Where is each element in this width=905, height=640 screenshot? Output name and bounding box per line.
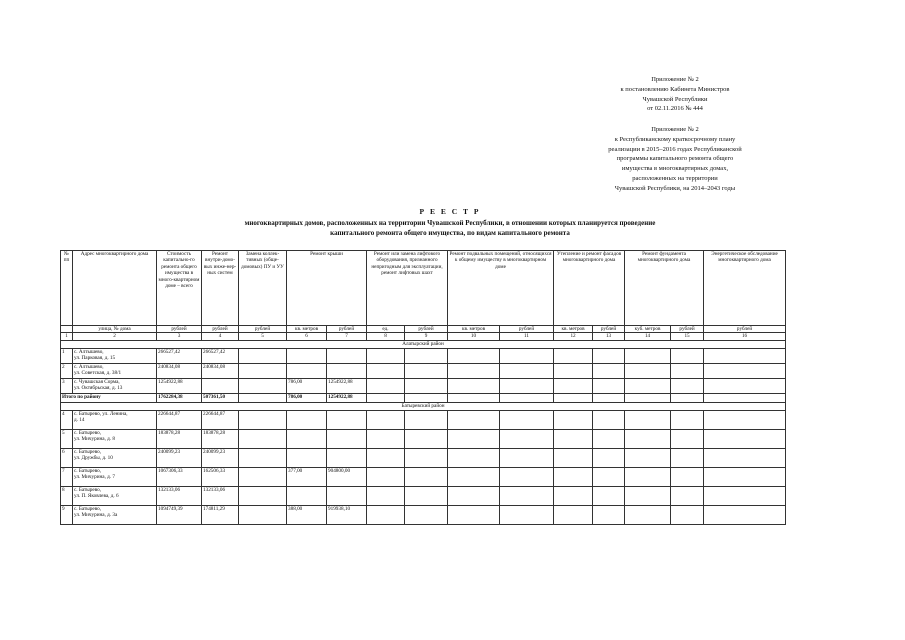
table-row [61,363,786,378]
row-no: 3 [61,378,73,393]
plan-line: Приложение № 2 [651,126,699,133]
section-row [61,402,786,410]
row-cost: 1067306,33 [157,467,202,486]
column-numbers-row [61,333,786,340]
row-address: с. Батырево, ул. Мичурина, д. 3а [73,505,157,524]
title-subtitle: многоквартирных домов, расположенных на территории Чувашской Республики, в отношении которых планируется проведение [244,218,656,227]
col-number: 6 [287,333,327,340]
unit-cell [61,326,73,333]
row-cost: 266527,42 [157,348,202,363]
table-row [61,467,786,486]
header-facade: Утепление и ремонт фасадов многоквартирного дома [554,251,625,326]
appendix-block [560,75,790,114]
row-roof-area [287,448,327,467]
col-number: 11 [500,333,554,340]
row-cost: 240099,23 [157,448,202,467]
appendix-line: от 02.11.2016 № 444 [647,105,703,113]
col-number: 9 [405,333,448,340]
row-address: с. Батырево, ул. Ленина, д. 14 [73,410,157,429]
row-roof-area [287,486,327,505]
plan-line: реализации в 2015–2016 годах Республиканской [608,145,742,153]
row-no: 9 [61,505,73,524]
header-foundation: Ремонт фундамента многоквартирного дома [625,251,704,326]
row-cost: 1094749,39 [157,505,202,524]
plan-line: к Республиканскому краткосрочному плану [614,135,736,143]
total-roof-area: 786,00 [287,393,327,402]
row-roof-cost [327,348,367,363]
appendix-line: к постановлению Кабинета Министров [620,85,730,93]
row-roof-area [287,410,327,429]
col-number: 14 [625,333,671,340]
unit-cell: кв. метров [448,326,500,333]
row-internal: 240834,08 [202,363,239,378]
unit-cell: рублей [671,326,704,333]
col-number: 3 [157,333,202,340]
row-no: 6 [61,448,73,467]
row-address: с. Батырево, ул. Дружбы, д. 10 [73,448,157,467]
header-metering: Замена коллек-тивных (обще-домовых) ПУ и УУ [239,251,287,326]
col-number: 5 [239,333,287,340]
plan-line: расположенных на территории [632,174,718,182]
header-elevator: Ремонт или замена лифтового оборудования, признанного непригодным для эксплуатации, ремонт лифтовых шахт [367,251,448,326]
table-row [61,505,786,524]
row-internal: 174811,29 [202,505,239,524]
plan-line: имущества в многоквартирных домах, [621,165,729,173]
unit-cell: рублей [704,326,786,333]
units-row [61,326,786,333]
col-number: 13 [593,333,625,340]
unit-cell: рублей [202,326,239,333]
plan-appendix-block [560,125,790,194]
plan-line: Чувашской Республики, на 2014–2043 годы [614,184,736,192]
col-number: 10 [448,333,500,340]
unit-cell: куб. метров [625,326,671,333]
row-roof-cost [327,363,367,378]
total-roof-cost: 1254922,88 [327,393,367,402]
header-no: № пп [61,251,73,326]
col-number: 2 [73,333,157,340]
unit-cell: рублей [500,326,554,333]
row-roof-cost: 919938,10 [327,505,367,524]
col-number: 8 [367,333,405,340]
section-row [61,340,786,348]
unit-cell: кв. метров [287,326,327,333]
col-number: 4 [202,333,239,340]
row-roof-cost [327,486,367,505]
header-roof: Ремонт крыши [287,251,367,326]
row-internal: 240099,23 [202,448,239,467]
col-number: 7 [327,333,367,340]
table-row [61,348,786,363]
row-cost: 132133,06 [157,486,202,505]
header-cost: Стоимость капитально-го ремонта общего имущества в много-квартирном доме – всего [157,251,202,326]
section-name: Батыревский район [61,402,786,410]
row-cost: 183878,28 [157,429,202,448]
row-internal: 132133,06 [202,486,239,505]
row-address: с. Алтышево, ул. Парковая, д. 15 [73,348,157,363]
header-internal: Ремонт внутри-домо-вых инже-нер-ных систем [202,251,239,326]
title-registry: Р Е Е С Т Р [419,207,481,216]
unit-cell: рублей [157,326,202,333]
row-no: 5 [61,429,73,448]
appendix-line: Приложение № 2 [651,76,699,83]
row-internal: 266527,42 [202,348,239,363]
row-address: с. Батырево, ул. Мичурина, д. 8 [73,429,157,448]
unit-cell: улица, № дома [73,326,157,333]
row-no: 8 [61,486,73,505]
total-label: Итого по району [61,393,157,402]
row-roof-area: 377,00 [287,467,327,486]
row-internal: 183878,28 [202,429,239,448]
registry-table [60,250,786,525]
table-row [61,378,786,393]
row-no: 4 [61,410,73,429]
table-row [61,448,786,467]
row-address: с. Алтышево, ул. Советская, д. 38/1 [73,363,157,378]
row-roof-area [287,348,327,363]
row-roof-area [287,363,327,378]
table-row [61,429,786,448]
title-subtitle-2: капитального ремонта общего имущества, по видам капитального ремонта [330,229,570,237]
row-address: с. Чувашская Сорма, ул. Октябрьская, д. 13 [73,378,157,393]
row-address: с. Батырево, ул. Мичурина, д. 7 [73,467,157,486]
table-header-row [61,251,786,326]
col-number: 16 [704,333,786,340]
unit-cell: рублей [405,326,448,333]
row-roof-cost: 1254922,88 [327,378,367,393]
section-name: Алатырский район [61,340,786,348]
total-row [61,393,786,402]
row-internal [202,378,239,393]
table-row [61,486,786,505]
row-roof-area [287,429,327,448]
appendix-line: Чувашской Республики [642,95,708,103]
row-roof-cost [327,410,367,429]
row-roof-area: 388,00 [287,505,327,524]
row-internal: 162506,33 [202,467,239,486]
header-address: Адрес многоквартирного дома [73,251,157,326]
unit-cell: рублей [327,326,367,333]
unit-cell: кв. метров [554,326,593,333]
row-cost: 226644,87 [157,410,202,429]
row-no: 2 [61,363,73,378]
total-cost: 1762284,38 [157,393,202,402]
col-number: 12 [554,333,593,340]
row-address: с. Батырево, ул. П. Яковлева, д. 6 [73,486,157,505]
col-number: 15 [671,333,704,340]
row-roof-cost: 904800,00 [327,467,367,486]
plan-line: программы капитального ремонта общего [616,155,734,163]
document-title [90,207,810,239]
header-energy: Энергетическое обследование многоквартирного дома [704,251,786,326]
header-basement: Ремонт подвальных помещений, относящихся к общему имуществу в многоквартирном доме [448,251,554,326]
total-internal: 507361,50 [202,393,239,402]
unit-cell: рублей [593,326,625,333]
row-roof-cost [327,429,367,448]
row-no: 7 [61,467,73,486]
row-internal: 226644,87 [202,410,239,429]
col-number: 1 [61,333,73,340]
unit-cell: ед. [367,326,405,333]
row-roof-cost [327,448,367,467]
row-cost: 240834,08 [157,363,202,378]
unit-cell: рублей [239,326,287,333]
row-roof-area: 786,00 [287,378,327,393]
table-row [61,410,786,429]
row-cost: 1254922,88 [157,378,202,393]
row-no: 1 [61,348,73,363]
